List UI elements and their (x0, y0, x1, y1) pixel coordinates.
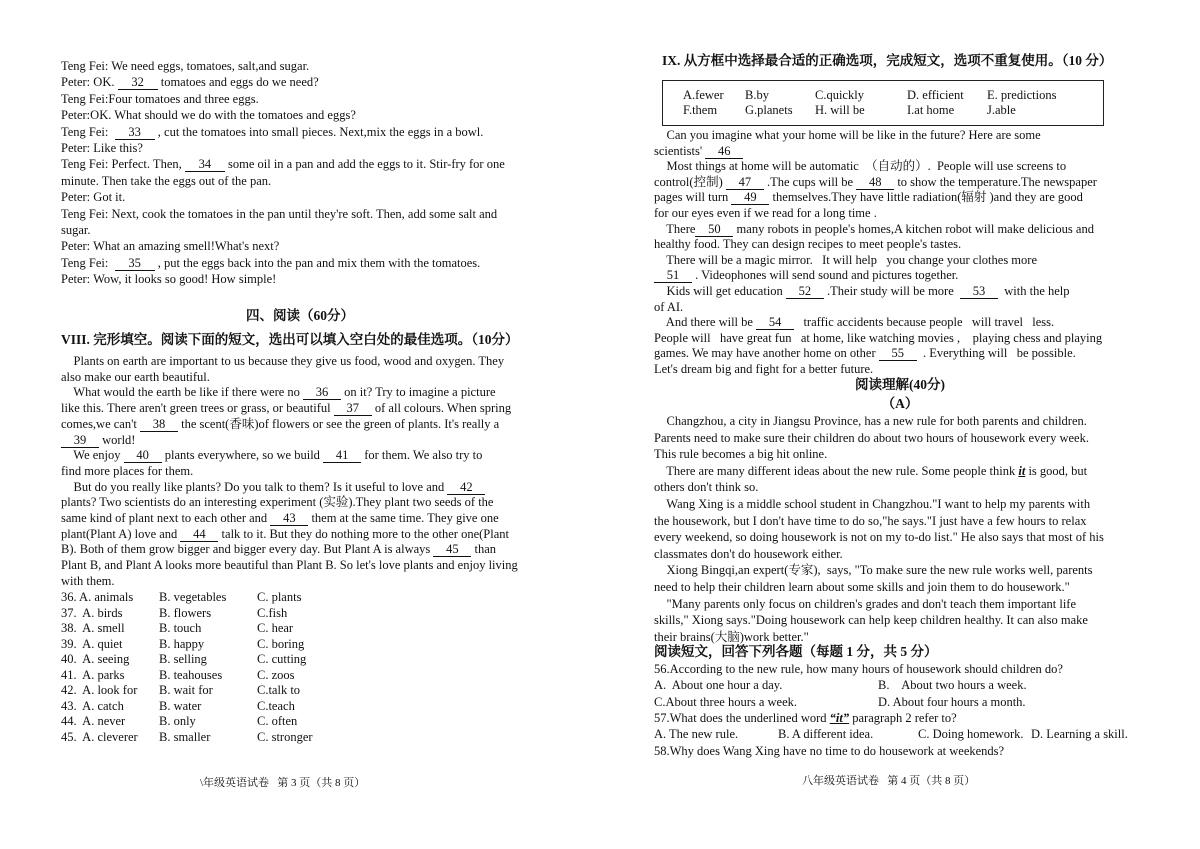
article-line (654, 479, 758, 495)
choice-row (61, 636, 361, 652)
answer-blank[interactable]: 39 (61, 434, 99, 448)
option-text: D. Learning a skill. (1031, 727, 1128, 741)
passage-line (654, 143, 743, 159)
choice-c: C. stronger (257, 729, 313, 744)
choice-c: C.fish (257, 605, 288, 620)
article-line (654, 546, 843, 562)
cloze-heading-text: VIII. 完形填空。阅读下面的短文，选出可以填入空白处的最佳选项。（10分） (61, 332, 519, 347)
passage-text: Plants on earth are important to us because they give us food, wood and oxygen. They (61, 354, 505, 368)
article-text: others don't think so. (654, 480, 759, 495)
dialog-line (61, 58, 309, 74)
choice-a: 45. A. cleverer (61, 729, 138, 744)
passage-line (61, 384, 496, 400)
answer-blank[interactable]: 46 (705, 145, 743, 159)
passage-text: same kind of plant next to each other and (61, 511, 271, 525)
article-line (654, 629, 809, 645)
choice-row (61, 605, 361, 621)
article-text: Changzhou, a city in Jiangsu Province, has a new rule for both parents and children. (654, 414, 1087, 428)
choice-c: C.talk to (257, 683, 301, 697)
dialog-line (61, 206, 497, 222)
speaker-name: Teng Fei: (61, 91, 109, 106)
choice-b: B. only (159, 714, 196, 728)
choice-b: B. selling (159, 652, 207, 666)
choice-row (61, 682, 361, 698)
questions-heading (654, 644, 938, 660)
passage-text: traffic accidents because people will travel less. (794, 315, 1055, 330)
passage-text: with the help (998, 284, 1070, 298)
passage-text: talk to it. But they do nothing more to the other one(Plant (218, 526, 510, 541)
speaker-name: Teng Fei: (61, 157, 109, 172)
option-text: B. About two hours a week. (878, 678, 1027, 692)
speaker-name: Peter: (61, 239, 91, 254)
speaker-name: Peter: (61, 272, 91, 287)
choice-a: 36. A. animals (61, 590, 134, 604)
article-line (654, 579, 1070, 595)
passage-line (61, 369, 210, 385)
article-text: There are many different ideas about the new rule. Some people think (654, 463, 1019, 478)
dialog-text: OK. What should we do with the tomatoes and eggs? (90, 108, 356, 123)
passage-line (654, 236, 961, 252)
answer-option[interactable] (654, 677, 782, 693)
choice-b: B. vegetables (159, 590, 227, 604)
dialog-text: , cut the tomatoes into small pieces. Next,mix the eggs in a bowl. (154, 124, 484, 139)
cloze-heading (61, 332, 519, 348)
choice-c: C. often (257, 714, 298, 728)
speaker-name: Peter: (61, 190, 91, 205)
option-text: A. The new rule. (654, 727, 739, 741)
answer-blank[interactable]: 49 (731, 191, 769, 205)
article-text: This rule becomes a big hit online. (654, 447, 828, 462)
dialog-text: Wow, it looks so good! How simple! (90, 272, 277, 287)
passage-line (654, 345, 1076, 361)
passage-text: also make our earth beautiful. (61, 369, 210, 384)
choice-c: C. plants (257, 590, 302, 604)
underlined-word: “it” (829, 711, 850, 725)
passage-text: . Everything will be possible. (916, 346, 1076, 361)
answer-blank[interactable]: 36 (303, 386, 341, 400)
passage-text: to show the temperature.The newspaper (894, 174, 1097, 189)
article-line (654, 596, 1076, 612)
dialog-text: Like this? (90, 141, 143, 155)
article-text: the housework, but I don't have time to do so,"he says."I just have a few hours to relax (654, 513, 1087, 528)
answer-blank[interactable]: 41 (323, 449, 361, 463)
passage-text: of all colours. When spring (371, 401, 512, 416)
article-text: Parents need to make sure their children do about two hours of housework every week. (654, 430, 1089, 445)
article-text: need to help their children learn about some skills and join them to do housework." (654, 580, 1070, 594)
part-label (600, 396, 1200, 412)
answer-blank[interactable]: 50 (695, 223, 733, 237)
dialog-text: We need eggs, tomatoes, salt,and sugar. (108, 59, 310, 73)
passage-text: Most things at home will be automatic （自动的）. People will use screens to (654, 159, 1067, 174)
passage-line (654, 252, 1037, 268)
choice-a: 37. A. birds (61, 605, 123, 620)
passage-text: the scent(香味)of flowers or see the green of plants. It's really a (177, 416, 500, 431)
page-footer (200, 775, 365, 791)
answer-blank[interactable]: 37 (334, 402, 372, 416)
passage-line (61, 494, 493, 510)
passage-line (61, 416, 499, 432)
passage-text: on it? Try to imagine a picture (341, 385, 496, 400)
option-item: I.at home (907, 103, 955, 117)
passage-line (654, 127, 1041, 143)
passage-text: many robots in people's homes,A kitchen robot will make delicious and (733, 221, 1094, 236)
passage-line (654, 158, 1066, 174)
answer-blank[interactable]: 42 (447, 481, 485, 495)
option-item: G.planets (745, 103, 793, 117)
question-56 (654, 661, 1063, 677)
article-line (654, 529, 1104, 545)
choice-row (61, 651, 361, 667)
dialog-line (61, 271, 276, 287)
speaker-name: Peter: (61, 108, 91, 123)
answer-blank[interactable]: 44 (180, 528, 218, 542)
answer-blank[interactable]: 38 (140, 418, 178, 432)
question-58 (654, 743, 1004, 759)
dialog-line (61, 156, 505, 172)
passage-text: themselves.They have little radiation(辐射 )and they are good (769, 190, 1083, 205)
answer-option[interactable] (654, 694, 797, 710)
answer-blank[interactable]: 40 (124, 449, 162, 463)
choice-row (61, 667, 361, 683)
passage-line (654, 299, 683, 315)
dialog-line (61, 74, 319, 90)
article-text: classmates don't do housework either. (654, 546, 843, 561)
questions-heading-text: 阅读短文，回答下列各题（每题 1 分，共 5 分） (654, 644, 938, 659)
choice-b: B. happy (159, 636, 205, 651)
dialog-text: Next, cook the tomatoes in the pan until they're soft. Then, add some salt and (108, 206, 498, 221)
choice-c: C. cutting (257, 652, 307, 666)
passage-line (61, 432, 135, 448)
article-text: every weekend, so doing housework is not on my to-do list." He also says that most of his (654, 530, 1104, 545)
choice-b: B. touch (159, 621, 202, 635)
passage-text: find more places for them. (61, 463, 194, 478)
dialog-text: minute. Then take the eggs out of the pan. (61, 173, 272, 188)
option-item: E. predictions (987, 88, 1057, 102)
passage-text: them at the same time. They give one (308, 511, 499, 525)
answer-blank[interactable]: 48 (856, 176, 894, 190)
passage-line (61, 463, 193, 479)
passage-line (61, 557, 518, 573)
passage-line (654, 174, 1097, 190)
question-text: 56.According to the new rule, how many hours of housework should children do? (654, 662, 1063, 676)
passage-text: plant(Plant A) love and (61, 526, 181, 541)
choice-row (61, 713, 361, 729)
passage-text: What would the earth be like if there were no (61, 385, 304, 400)
choice-a: 44. A. never (61, 714, 126, 728)
reading-title-text: 阅读理解(40分) (855, 377, 945, 392)
option-text: D. About four hours a month. (878, 695, 1026, 709)
passage-text: .The cups will be (763, 174, 857, 189)
choice-row (61, 620, 361, 636)
dialog-text: some oil in a pan and add the eggs to it. Stir-fry for one (224, 157, 505, 172)
answer-blank[interactable]: 55 (879, 347, 917, 361)
option-item: F.them (683, 103, 718, 117)
passage-line (61, 447, 482, 463)
passage-text: for our eyes even if we read for a long time . (654, 206, 877, 220)
article-line (654, 612, 1088, 628)
choice-c: C. hear (257, 621, 294, 635)
dialog-line (61, 124, 483, 140)
passage-text: We enjoy (61, 448, 124, 463)
passage-line (654, 330, 1102, 346)
speaker-name: Peter: (61, 141, 91, 155)
passage-text: pages will turn (654, 190, 732, 205)
dialog-line (61, 91, 259, 107)
choice-b: B. wait for (159, 683, 213, 697)
article-line (654, 413, 1087, 429)
article-line (654, 562, 1093, 578)
passage-line (61, 573, 114, 589)
choice-a: 39. A. quiet (61, 636, 123, 651)
option-text: B. A different idea. (778, 727, 874, 741)
dialog-line (61, 107, 356, 123)
right-page (600, 0, 1200, 849)
choice-b: B. smaller (159, 729, 211, 744)
article-line (654, 496, 1090, 512)
option-item: B.by (745, 88, 769, 102)
dialog-line (61, 173, 271, 189)
dialog-text: , put the eggs back into the pan and mix them with the tomatoes. (154, 255, 481, 270)
question-57 (654, 710, 957, 726)
article-line (654, 446, 827, 462)
answer-blank[interactable]: 34 (185, 158, 225, 172)
answer-blank[interactable]: 33 (115, 126, 155, 140)
question-text: 57.What does the underlined word (654, 711, 830, 725)
dialog-line (61, 255, 480, 271)
passage-text: But do you really like plants? Do you talk to them? Is it useful to love and (61, 479, 448, 494)
option-text: A. About one hour a day. (654, 678, 783, 692)
passage-text: .Their study will be more (823, 284, 961, 298)
dialog-line (61, 238, 279, 254)
speaker-name: Teng Fei: (61, 59, 109, 73)
speaker-name: Teng Fei: (61, 206, 109, 221)
passage-line (61, 541, 496, 557)
answer-blank[interactable]: 52 (786, 285, 824, 299)
choice-row (61, 729, 361, 745)
answer-blank[interactable]: 43 (270, 512, 308, 526)
choice-b: B. water (159, 698, 202, 713)
choice-b: B. flowers (159, 605, 212, 620)
option-item: H. will be (815, 103, 865, 117)
passage-text: like this. There aren't green trees or grass, or beautiful (61, 401, 334, 416)
answer-option[interactable] (878, 677, 1027, 693)
passage-text: games. We may have another home on other (654, 346, 879, 361)
article-text: Wang Xing is a middle school student in Changzhou."I want to help my parents with (654, 497, 1091, 511)
article-text: skills," Xiong says."Doing housework can help keep children healthy. It can also make (654, 613, 1088, 628)
passage-line (654, 267, 958, 283)
passage-text: of AI. (654, 299, 684, 314)
passage-line (61, 353, 504, 369)
dialog-text: sugar. (61, 223, 91, 237)
passage-text: . Videophones will send sound and pictures together. (692, 268, 959, 283)
answer-blank[interactable]: 53 (960, 285, 998, 299)
article-text: their brains(大脑)work better." (654, 629, 809, 644)
answer-blank[interactable]: 45 (433, 543, 471, 557)
passage-text: for them. We also try to (361, 448, 483, 463)
passage-text: comes,we can't (61, 416, 140, 431)
passage-text: than (471, 542, 497, 557)
footer-text: 八年级英语试卷 第 4 页（共 8 页） (802, 775, 976, 787)
answer-option[interactable] (654, 726, 738, 742)
footer-text: \年级英语试卷 第 3 页（共 8 页） (200, 777, 366, 789)
passage-text: scientists' (654, 143, 706, 158)
answer-blank[interactable]: 35 (115, 257, 155, 271)
passage-line (654, 361, 873, 377)
dialog-line (61, 189, 125, 205)
passage-line (61, 526, 509, 542)
answer-blank[interactable]: 51 (654, 269, 692, 283)
answer-option[interactable] (918, 726, 1024, 742)
speaker-name: Teng Fei: (61, 124, 109, 139)
passage-line (61, 510, 499, 526)
answer-blank[interactable]: 32 (118, 76, 158, 90)
passage-text: Can you imagine what your home will be like in the future? Here are some (654, 128, 1041, 142)
choice-row (61, 589, 361, 605)
question-text: 58.Why does Wang Xing have no time to do housework at weekends? (654, 744, 1005, 758)
underlined-word: it (1018, 463, 1026, 478)
option-item: D. efficient (907, 88, 964, 102)
dialog-text: Perfect. Then, (108, 157, 185, 172)
article-text: "Many parents only focus on children's grades and don't teach them important life (654, 596, 1076, 611)
dialog-line (61, 222, 91, 238)
passage-text: with them. (61, 573, 115, 588)
article-line (654, 430, 1089, 446)
speaker-name: Peter: (61, 75, 91, 90)
dialog-text: OK. (90, 75, 118, 90)
dialog-text: Got it. (90, 190, 126, 205)
option-item: C.quickly (815, 88, 864, 102)
passage-text: healthy food. They can design recipes to meet people's tastes. (654, 237, 962, 252)
article-text: is good, but (1025, 463, 1088, 478)
choice-a: 41. A. parks (61, 667, 125, 682)
dialog-line (61, 140, 143, 156)
article-line (654, 463, 1087, 479)
choice-a: 42. A. look for (61, 683, 138, 697)
choice-row (61, 698, 361, 714)
question-text: paragraph 2 refer to? (849, 711, 957, 725)
choice-c: C.teach (257, 698, 295, 713)
choice-a: 40. A. seeing (61, 652, 130, 666)
passage-line (61, 400, 511, 416)
passage-line (654, 314, 1054, 330)
reading-title (600, 377, 1200, 393)
passage-line (61, 479, 485, 495)
choice-a: 43. A. catch (61, 698, 124, 713)
page-footer (802, 773, 975, 789)
passage-text: Let's dream big and fight for a better future. (654, 362, 874, 376)
passage-line (654, 283, 1070, 299)
choice-b: B. teahouses (159, 667, 223, 682)
passage-text: control(控制) (654, 174, 726, 189)
option-text: C. Doing homework. (918, 727, 1024, 741)
passage-text: There will be a magic mirror. It will help you change your clothes more (654, 252, 1037, 267)
passage-text: plants everywhere, so we build (161, 448, 324, 463)
article-text: Xiong Bingqi,an expert(专家), says, "To make sure the new rule works well, parents (654, 563, 1093, 578)
passage-text: Kids will get education (654, 284, 786, 298)
option-text: C.About three hours a week. (654, 695, 798, 709)
passage-text: B). Both of them grow bigger and bigger every day. But Plant A is always (61, 542, 434, 557)
answer-blank[interactable]: 54 (756, 316, 794, 330)
exercise-heading (662, 53, 1112, 69)
choice-a: 38. A. smell (61, 621, 125, 635)
section-title-text: 四、阅读（60分） (246, 308, 354, 323)
choice-c: C. boring (257, 636, 305, 651)
option-box (662, 80, 1104, 126)
answer-blank[interactable]: 47 (726, 176, 764, 190)
section-title (0, 308, 600, 324)
dialog-text: Four tomatoes and three eggs. (108, 91, 259, 106)
passage-line (654, 221, 1094, 237)
passage-line (654, 189, 1083, 205)
passage-text: world! (99, 432, 136, 447)
answer-option[interactable] (878, 694, 1026, 710)
passage-text: plants? Two scientists do an interesting experiment (实验).They plant two seeds of the (61, 495, 494, 510)
answer-option[interactable] (1031, 726, 1128, 742)
passage-text: There (654, 221, 696, 236)
choice-c: C. zoos (257, 667, 295, 682)
part-label-text: （A） (881, 396, 919, 411)
dialog-text: tomatoes and eggs do we need? (157, 75, 319, 90)
passage-text: Plant B, and Plant A looks more beautiful than Plant B. So let's love plants and enjoy living (61, 558, 518, 573)
passage-text: People will have great fun at home, like watching movies , playing chess and playing (654, 330, 1103, 345)
answer-option[interactable] (778, 726, 873, 742)
exercise-heading-text: IX. 从方框中选择最合适的正确选项，完成短文，选项不重复使用。（10 分） (662, 53, 1113, 68)
option-item: A.fewer (683, 88, 724, 102)
dialog-text: What an amazing smell!What's next? (90, 239, 280, 254)
speaker-name: Teng Fei: (61, 255, 109, 270)
option-item: J.able (987, 103, 1016, 117)
passage-line (654, 205, 877, 221)
passage-text: And there will be (654, 315, 757, 330)
article-line (654, 513, 1087, 529)
